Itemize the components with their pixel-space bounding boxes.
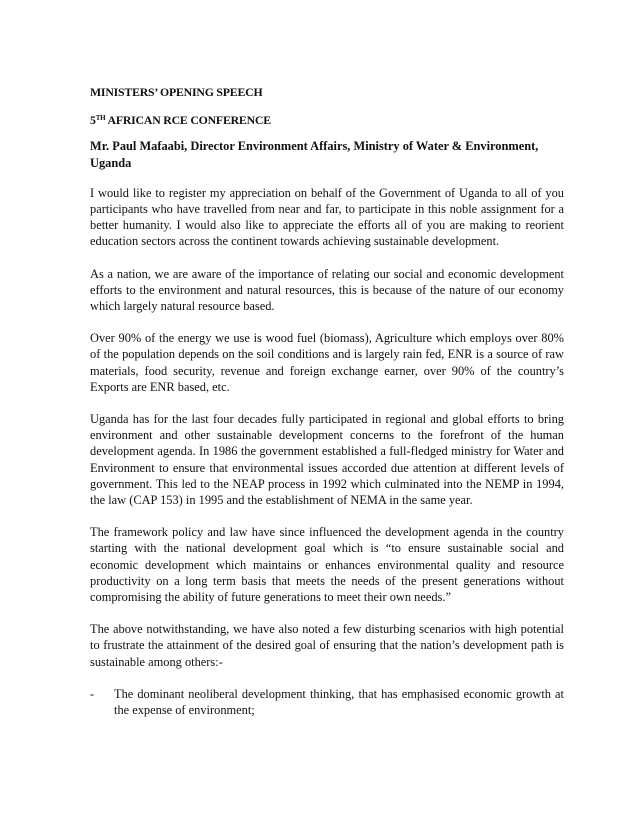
- bullet-item: [90, 686, 564, 718]
- bullet-text: The dominant neoliberal development thinking, that has emphasised economic growth at the expense of environment;: [114, 686, 564, 718]
- conference-number: 5: [90, 113, 96, 128]
- paragraph-disturbing-scenarios: The above notwithstanding, we have also noted a few disturbing scenarios with high potential to frustrate the attainment of the desired goal of ensuring that the nation’s development path is sustainable among others:-: [90, 622, 564, 669]
- document-page: [90, 84, 564, 718]
- bullet-marker: -: [90, 686, 95, 701]
- speech-title: MINISTERS’ OPENING SPEECH: [90, 85, 263, 99]
- conference-title: [90, 110, 564, 128]
- author-line: Mr. Paul Mafaabi, Director Environment Affairs, Ministry of Water & Environment, Uganda: [90, 139, 539, 170]
- paragraph-nation-awareness: As a nation, we are aware of the importance of relating our social and economic development efforts to the environment and natural resources, this is because of the nature of our economy which largely natural resource based.: [90, 266, 564, 314]
- paragraph-energy-agriculture: Over 90% of the energy we use is wood fuel (biomass), Agriculture which employs over 80% of the population depends on the soil conditions and is largely rain fed, ENR is a source of raw materials, food security, revenue and foreign exchange earner, over 90% of the country’s Exports are ENR based, etc.: [90, 331, 564, 394]
- conference-ordinal-suffix: TH: [95, 114, 106, 123]
- conference-name: AFRICAN RCE CONFERENCE: [105, 113, 271, 128]
- paragraph-history: Uganda has for the last four decades fully participated in regional and global efforts to bring environment and other sustainable development concerns to the forefront of the human development agenda. In 1986 the government established a full-fledged ministry for Water and Environment to ensure that environmental issues accorded due attention at different levels of government. This led to the NEAP process in 1992 which culminated into the NEMP in 1994, the law (CAP 153) in 1995 and the establishment of NEMA in the same year.: [90, 412, 564, 508]
- paragraph-framework-policy: The framework policy and law have since influenced the development agenda in the country starting with the national development goal which is “to ensure sustainable social and economic development which maintains or enhances environmental quality and resource productivity on a long term basis that meets the needs of the present generations without compromising the ability of future generations to meet their own needs.”: [90, 525, 564, 605]
- paragraph-appreciation: I would like to register my appreciation on behalf of the Government of Uganda to all of you participants who have travelled from near and far, to participate in this noble assignment for a better humanity. I would also like to appreciate the efforts all of you are making to reorient education sectors across the continent towards achieving sustainable development.: [90, 185, 564, 249]
